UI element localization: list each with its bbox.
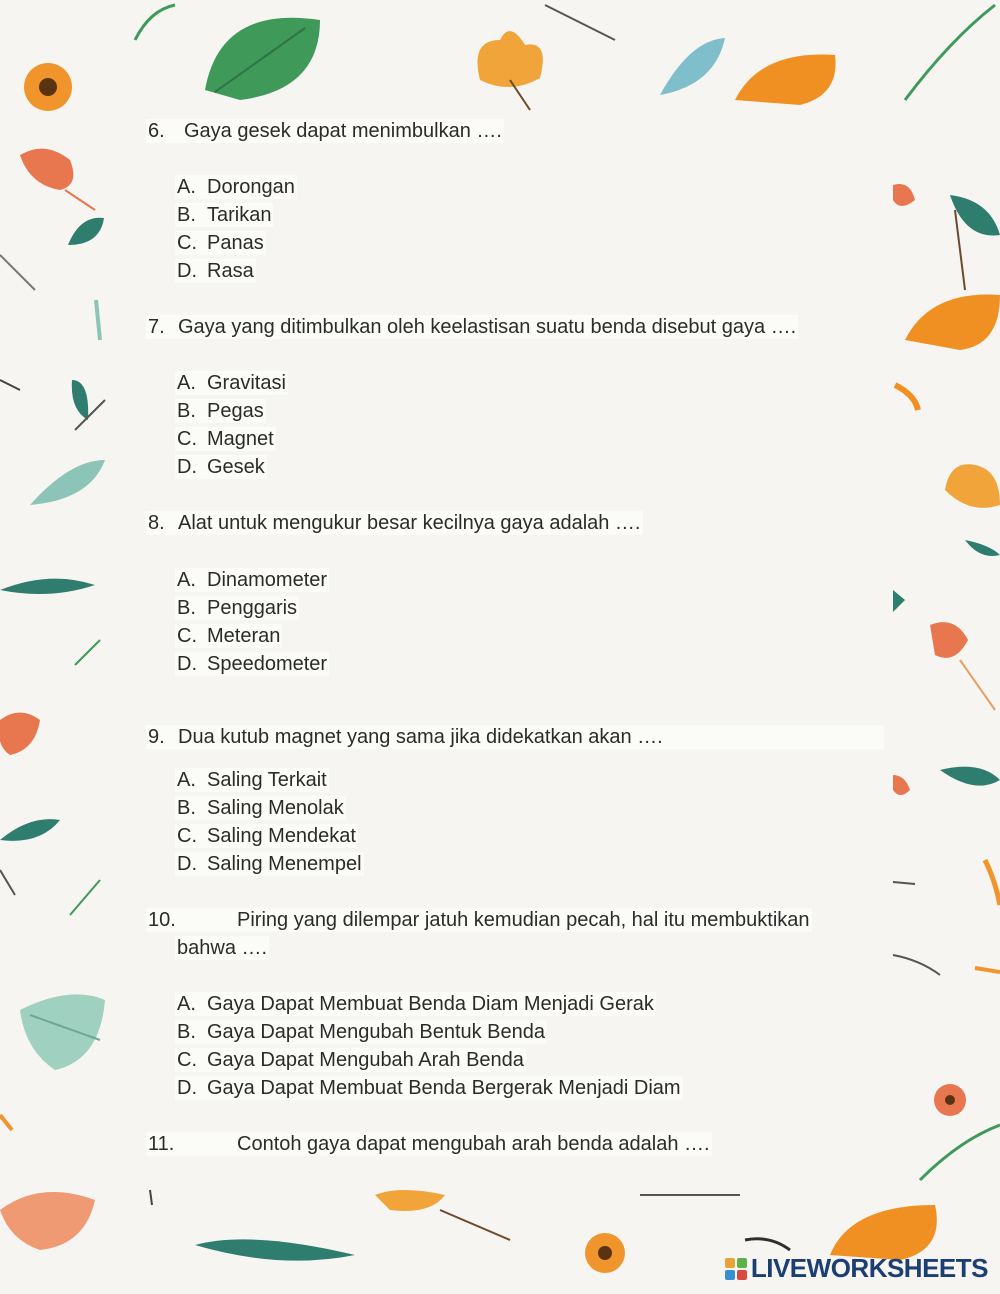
option-letter: C. — [177, 428, 197, 450]
question-text: Piring yang dilempar jatuh kemudian pecah, hal itu membuktikan — [237, 909, 810, 931]
option-6a — [175, 175, 297, 199]
option-letter: A. — [177, 569, 196, 591]
liveworksheets-logo-icon — [725, 1258, 747, 1280]
option-text: Gaya Dapat Mengubah Bentuk Benda — [207, 1021, 546, 1043]
option-letter: B. — [177, 1021, 196, 1043]
question-text: Gaya yang ditimbulkan oleh keelastisan suatu benda disebut gaya …. — [178, 316, 797, 338]
option-text: Saling Terkait — [207, 769, 327, 791]
question-text: Dua kutub magnet yang sama jika didekatkan akan …. — [178, 726, 663, 748]
option-9d — [175, 852, 364, 876]
option-10b — [175, 1020, 547, 1044]
option-letter: A. — [177, 993, 196, 1015]
option-9b — [175, 796, 346, 820]
option-letter: C. — [177, 825, 197, 847]
question-10-continuation: bahwa …. — [177, 937, 268, 959]
option-9c — [175, 824, 358, 848]
option-7c — [175, 427, 276, 451]
option-letter: B. — [177, 204, 196, 226]
option-letter: C. — [177, 625, 197, 647]
option-10d — [175, 1076, 683, 1100]
option-letter: D. — [177, 1077, 197, 1099]
question-number: 6. — [148, 120, 165, 142]
option-text: Gaya Dapat Membuat Benda Diam Menjadi Gerak — [207, 993, 654, 1015]
option-text: Saling Mendekat — [207, 825, 356, 847]
option-8c — [175, 624, 282, 648]
option-text: Dorongan — [207, 176, 295, 198]
option-7a — [175, 371, 288, 395]
option-text: Rasa — [207, 260, 254, 282]
question-6 — [146, 119, 504, 143]
question-8 — [146, 511, 643, 535]
question-9 — [146, 725, 884, 749]
option-letter: B. — [177, 597, 196, 619]
question-number: 9. — [148, 726, 165, 748]
option-text: Meteran — [207, 625, 281, 647]
question-number: 8. — [148, 512, 165, 534]
option-text: Panas — [207, 232, 264, 254]
option-6b — [175, 203, 273, 227]
question-text: Alat untuk mengukur besar kecilnya gaya adalah …. — [178, 512, 641, 534]
option-letter: A. — [177, 769, 196, 791]
option-text: Saling Menolak — [207, 797, 344, 819]
option-text: Tarikan — [207, 204, 272, 226]
option-6d — [175, 259, 256, 283]
option-text: Gesek — [207, 456, 265, 478]
question-text: Gaya gesek dapat menimbulkan …. — [184, 120, 502, 142]
option-10c — [175, 1048, 526, 1072]
option-text: Gravitasi — [207, 372, 286, 394]
question-10 — [146, 908, 812, 932]
option-letter: D. — [177, 853, 197, 875]
question-number: 7. — [148, 316, 165, 338]
question-number: 10. — [148, 909, 176, 931]
option-7b — [175, 399, 266, 423]
option-10a — [175, 992, 656, 1016]
question-11 — [146, 1132, 712, 1156]
question-7 — [146, 315, 798, 339]
option-8d — [175, 652, 329, 676]
question-text: Contoh gaya dapat mengubah arah benda adalah …. — [237, 1133, 710, 1155]
liveworksheets-logo — [725, 1253, 988, 1284]
option-text: Saling Menempel — [207, 853, 362, 875]
option-letter: D. — [177, 456, 197, 478]
option-9a — [175, 768, 329, 792]
option-letter: A. — [177, 372, 196, 394]
option-text: Dinamometer — [207, 569, 328, 591]
option-letter: B. — [177, 400, 196, 422]
option-6c — [175, 231, 266, 255]
option-letter: C. — [177, 1049, 197, 1071]
question-number: 11. — [148, 1133, 175, 1155]
option-8b — [175, 596, 299, 620]
option-7d — [175, 455, 267, 479]
option-text: Pegas — [207, 400, 264, 422]
option-letter: A. — [177, 176, 196, 198]
option-text: Magnet — [207, 428, 274, 450]
option-8a — [175, 568, 329, 592]
option-text: Speedometer — [207, 653, 328, 675]
option-text: Penggaris — [207, 597, 298, 619]
option-letter: D. — [177, 260, 197, 282]
brand-name: LIVEWORKSHEETS — [750, 1253, 988, 1283]
option-text: Gaya Dapat Mengubah Arah Benda — [207, 1049, 524, 1071]
option-text: Gaya Dapat Membuat Benda Bergerak Menjadi Diam — [207, 1077, 681, 1099]
option-letter: D. — [177, 653, 197, 675]
option-letter: C. — [177, 232, 197, 254]
option-letter: B. — [177, 797, 196, 819]
